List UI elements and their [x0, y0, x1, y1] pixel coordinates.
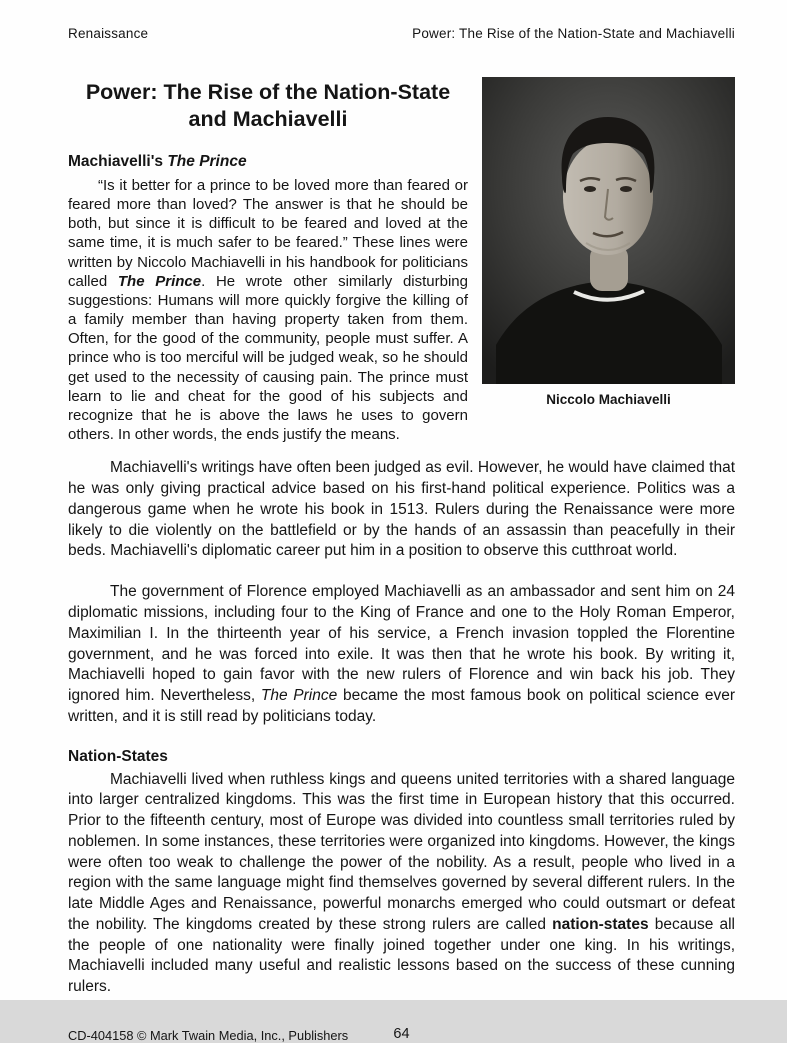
page-footer — [68, 1018, 735, 1043]
portrait-figure — [482, 77, 735, 407]
paragraph-nation-states: Machiavelli lived when ruthless kings and queens united territories with a shared language into larger centralized kingdoms. This was the first time in European history that this occurred. Prior to the fifteenth century, most of Europe was divided into countless small territories ruled by noblemen. In some instances, these territories were organized into kingdoms. However, the kings were often too weak to challenge the power of the nobility. As a result, people who lived in a region with the same language might find themselves governed by several different rulers. In the late Middle Ages and Renaissance, powerful monarchs emerged who could outsmart or defeat the nobility. The kingdoms created by these strong rulers are called nation-states because all the people of one nationality were finally joined together under one king. In his writings, Machiavelli included many useful and realistic lessons based on the success of these cunning rulers. — [68, 770, 735, 996]
full-width-text — [68, 458, 735, 998]
page-title-line1: Power: The Rise of the Nation-State — [85, 80, 451, 104]
paragraph-prince-quote: “Is it better for a prince to be loved more than feared or feared more than loved? The answer is that he should be both, but since it is difficult to be feared and loved at the same time, it is much safer to be feared.” These lines were written by Niccolo Machiavelli in his handbook for politicians called The Prince. He wrote other similarly disturbing suggestions: Humans will more quickly forgive the killing of a family member than having property taken from them. Often, for the good of the community, people must suffer. A prince who is too merciful will be judged weak, so he should get used to the necessity of causing pain. The prince must learn to lie and cheat for the good of his subjects and recognize that he is above the laws he uses to govern others. In other words, the ends justify the means. — [68, 176, 468, 444]
page-number: 64 — [393, 1025, 410, 1042]
running-head-left: Renaissance — [68, 26, 149, 41]
machiavelli-portrait-image — [482, 77, 735, 384]
page-title-line2: and Machiavelli — [188, 106, 348, 131]
portrait-caption: Niccolo Machiavelli — [546, 392, 671, 407]
section-heading-nation-states: Nation-States — [68, 747, 168, 765]
footer-publisher: CD-404158 © Mark Twain Media, Inc., Publishers — [68, 1027, 349, 1043]
page-body — [68, 41, 735, 1018]
running-head — [68, 26, 735, 41]
running-head-right: Power: The Rise of the Nation-State and Machiavelli — [412, 26, 735, 41]
section-heading-the-prince: Machiavelli's The Prince — [68, 152, 247, 170]
paragraph-writings-judged-evil: Machiavelli's writings have often been judged as evil. However, he would have claimed that he was only giving practical advice based on his first-hand political experience. Politics was a dangerous game when he wrote his book in 1513. Rulers during the Renaissance were more likely to die violently on the battlefield or by the hands of an assassin than peacefully in their beds. Machiavelli's diplomatic career put him in a position to observe this cutthroat world. — [68, 459, 735, 560]
paragraph-florence-ambassador: The government of Florence employed Machiavelli as an ambassador and sent him on 24 diplomatic missions, including four to the King of France and one to the Holy Roman Emperor, Maximilian I. In the thirteenth year of his service, a French invasion toppled the Florentine government, and he was forced into exile. It was then that he wrote his book. By writing it, Machiavelli hoped to gain favor with the new rulers of Florence and win back his job. They ignored him. Nevertheless, The Prince became the most famous book on political science ever written, and it is still read by politicians today. — [68, 583, 736, 725]
